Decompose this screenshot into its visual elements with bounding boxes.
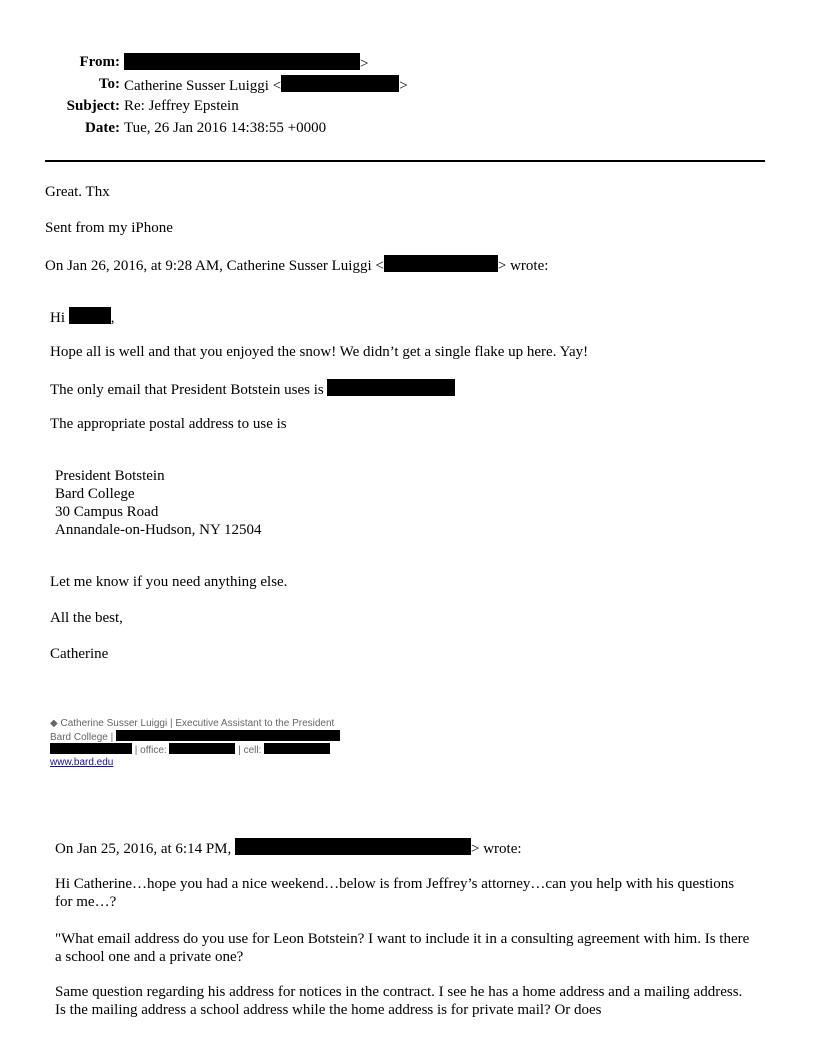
- closing: All the best,: [50, 610, 123, 626]
- catherine-p4: Let me know if you need anything else.: [50, 574, 288, 590]
- greeting-suffix: ,: [110, 310, 115, 326]
- address-line-2: Bard College: [55, 486, 135, 502]
- from-label: From:: [79, 54, 120, 70]
- quote-intro: [45, 255, 548, 275]
- redacted-recipient-name: [69, 307, 111, 324]
- quote-intro-suffix: > wrote:: [497, 258, 549, 274]
- date-label: Date:: [85, 120, 120, 136]
- from-value: [124, 53, 368, 73]
- signature-line-4: [50, 756, 113, 769]
- redacted-botstein-email: [327, 379, 455, 396]
- signature-line-3: [50, 743, 330, 757]
- catherine-p2: [50, 379, 455, 399]
- greeting-prefix: Hi: [50, 310, 65, 326]
- quote-intro-prefix: On Jan 26, 2016, at 9:28 AM, Catherine Susser Luiggi <: [45, 258, 384, 274]
- redacted-cell-phone: [264, 743, 330, 754]
- date-value: Tue, 26 Jan 2016 14:38:55 +0000: [124, 120, 327, 136]
- bard-website-link[interactable]: www.bard.edu: [50, 757, 114, 768]
- redacted-recipient-email: [281, 75, 399, 92]
- earlier-p2: "What email address do you use for Leon Botstein? I want to include it in a consulting agreement with him. Is there a school one and a private one?: [55, 931, 750, 965]
- redacted-office-phone: [169, 743, 235, 754]
- to-name: Catherine Susser Luiggi <: [124, 78, 282, 94]
- subject-value: Re: Jeffrey Epstein: [124, 98, 239, 114]
- earlier-p3: Same question regarding his address for notices in the contract. I see he has a home address and a mailing address. Is the mailing address a school address while the home address is for private mail? Or does: [55, 984, 743, 1018]
- redacted-earlier-sender: [235, 838, 471, 855]
- cell-label: | cell:: [238, 745, 262, 756]
- reply-line-2: Sent from my iPhone: [45, 220, 173, 236]
- reply-line-1: Great. Thx: [45, 184, 110, 200]
- catherine-p1: Hope all is well and that you enjoyed the snow! We didn’t get a single flake up here. Yay!: [50, 344, 589, 360]
- redacted-signature-address: [116, 730, 340, 741]
- address-line-1: President Botstein: [55, 468, 165, 484]
- sender-name: Catherine: [50, 646, 109, 662]
- earlier-intro: [55, 838, 522, 858]
- redacted-sender: [124, 53, 360, 70]
- office-label: | office:: [134, 745, 167, 756]
- redacted-signature-location: [50, 743, 132, 754]
- catherine-p3: The appropriate postal address to use is: [50, 416, 287, 432]
- signature-line-2: [50, 730, 340, 744]
- to-suffix: >: [399, 78, 408, 94]
- signature-line-1: ◆ Catherine Susser Luiggi | Executive Assistant to the President: [50, 718, 335, 729]
- header-divider: [45, 160, 765, 162]
- address-line-3: 30 Campus Road: [55, 504, 159, 520]
- greeting: [50, 307, 115, 327]
- signature-college: Bard College |: [50, 732, 114, 743]
- subject-label: Subject:: [66, 98, 120, 114]
- to-value: [124, 75, 408, 95]
- redacted-catherine-email: [384, 255, 498, 272]
- from-suffix: >: [360, 56, 369, 72]
- earlier-intro-prefix: On Jan 25, 2016, at 6:14 PM,: [55, 841, 232, 857]
- to-label: To:: [98, 76, 120, 92]
- address-line-4: Annandale-on-Hudson, NY 12504: [55, 522, 262, 538]
- catherine-p2-text: The only email that President Botstein uses is: [50, 382, 324, 398]
- earlier-p1: Hi Catherine…hope you had a nice weekend…below is from Jeffrey’s attorney…can you help with his questions for me…?: [55, 876, 735, 910]
- earlier-intro-suffix: > wrote:: [471, 841, 522, 857]
